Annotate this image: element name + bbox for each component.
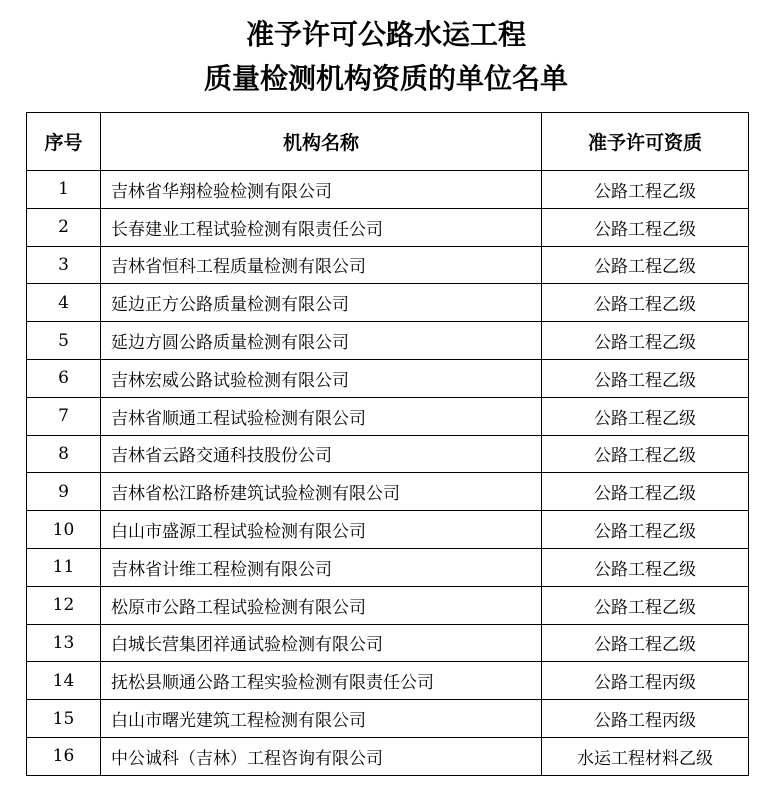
cell-qualification: 公路工程乙级 [542, 586, 749, 624]
table-row [27, 662, 749, 700]
cell-institution-name: 长春建业工程试验检测有限责任公司 [101, 208, 542, 246]
cell-institution-name: 白城长营集团祥通试验检测有限公司 [101, 624, 542, 662]
cell-qualification: 公路工程乙级 [542, 548, 749, 586]
cell-serial-number: 3 [27, 246, 101, 284]
cell-institution-name: 白山市盛源工程试验检测有限公司 [101, 511, 542, 549]
cell-institution-name: 延边正方公路质量检测有限公司 [101, 284, 542, 322]
cell-serial-number: 14 [27, 662, 101, 700]
cell-qualification: 公路工程乙级 [542, 246, 749, 284]
cell-institution-name: 延边方圆公路质量检测有限公司 [101, 322, 542, 360]
cell-qualification: 公路工程乙级 [542, 397, 749, 435]
cell-qualification: 公路工程乙级 [542, 171, 749, 209]
approved-institutions-table [26, 112, 749, 776]
cell-qualification: 公路工程乙级 [542, 473, 749, 511]
cell-serial-number: 5 [27, 322, 101, 360]
cell-qualification: 公路工程乙级 [542, 284, 749, 322]
header-institution-name: 机构名称 [101, 113, 542, 171]
cell-serial-number: 16 [27, 737, 101, 775]
cell-serial-number: 2 [27, 208, 101, 246]
table-row [27, 246, 749, 284]
cell-qualification: 公路工程乙级 [542, 435, 749, 473]
table-header-row [27, 113, 749, 171]
cell-qualification: 公路工程乙级 [542, 208, 749, 246]
table-row [27, 624, 749, 662]
cell-serial-number: 11 [27, 548, 101, 586]
cell-serial-number: 4 [27, 284, 101, 322]
cell-institution-name: 吉林省云路交通科技股份公司 [101, 435, 542, 473]
table-row [27, 548, 749, 586]
table-row [27, 435, 749, 473]
document-title-line-2: 质量检测机构资质的单位名单 [203, 62, 568, 95]
cell-serial-number: 10 [27, 511, 101, 549]
table-row [27, 700, 749, 738]
table-row [27, 322, 749, 360]
cell-qualification: 公路工程丙级 [542, 662, 749, 700]
cell-serial-number: 1 [27, 171, 101, 209]
cell-serial-number: 7 [27, 397, 101, 435]
cell-serial-number: 8 [27, 435, 101, 473]
cell-institution-name: 吉林省松江路桥建筑试验检测有限公司 [101, 473, 542, 511]
cell-serial-number: 13 [27, 624, 101, 662]
cell-qualification: 公路工程乙级 [542, 511, 749, 549]
cell-institution-name: 吉林宏威公路试验检测有限公司 [101, 359, 542, 397]
cell-qualification: 公路工程乙级 [542, 359, 749, 397]
cell-institution-name: 吉林省恒科工程质量检测有限公司 [101, 246, 542, 284]
table-row [27, 737, 749, 775]
cell-serial-number: 9 [27, 473, 101, 511]
cell-institution-name: 吉林省顺通工程试验检测有限公司 [101, 397, 542, 435]
cell-institution-name: 松原市公路工程试验检测有限公司 [101, 586, 542, 624]
cell-qualification: 公路工程乙级 [542, 322, 749, 360]
table-row [27, 171, 749, 209]
cell-institution-name: 抚松县顺通公路工程实验检测有限责任公司 [101, 662, 542, 700]
cell-serial-number: 6 [27, 359, 101, 397]
table-row [27, 586, 749, 624]
table-row [27, 284, 749, 322]
cell-institution-name: 吉林省计维工程检测有限公司 [101, 548, 542, 586]
cell-serial-number: 15 [27, 700, 101, 738]
cell-qualification: 公路工程乙级 [542, 624, 749, 662]
cell-qualification: 水运工程材料乙级 [542, 737, 749, 775]
cell-institution-name: 中公诚科（吉林）工程咨询有限公司 [101, 737, 542, 775]
header-approved-qualification: 准予许可资质 [542, 113, 749, 171]
cell-institution-name: 吉林省华翔检验检测有限公司 [101, 171, 542, 209]
document-title-line-1: 准予许可公路水运工程 [245, 18, 526, 51]
table-row [27, 511, 749, 549]
cell-institution-name: 白山市曙光建筑工程检测有限公司 [101, 700, 542, 738]
table-row [27, 359, 749, 397]
table-row [27, 473, 749, 511]
cell-serial-number: 12 [27, 586, 101, 624]
table-row [27, 397, 749, 435]
header-serial-number: 序号 [27, 113, 101, 171]
cell-qualification: 公路工程丙级 [542, 700, 749, 738]
table-row [27, 208, 749, 246]
